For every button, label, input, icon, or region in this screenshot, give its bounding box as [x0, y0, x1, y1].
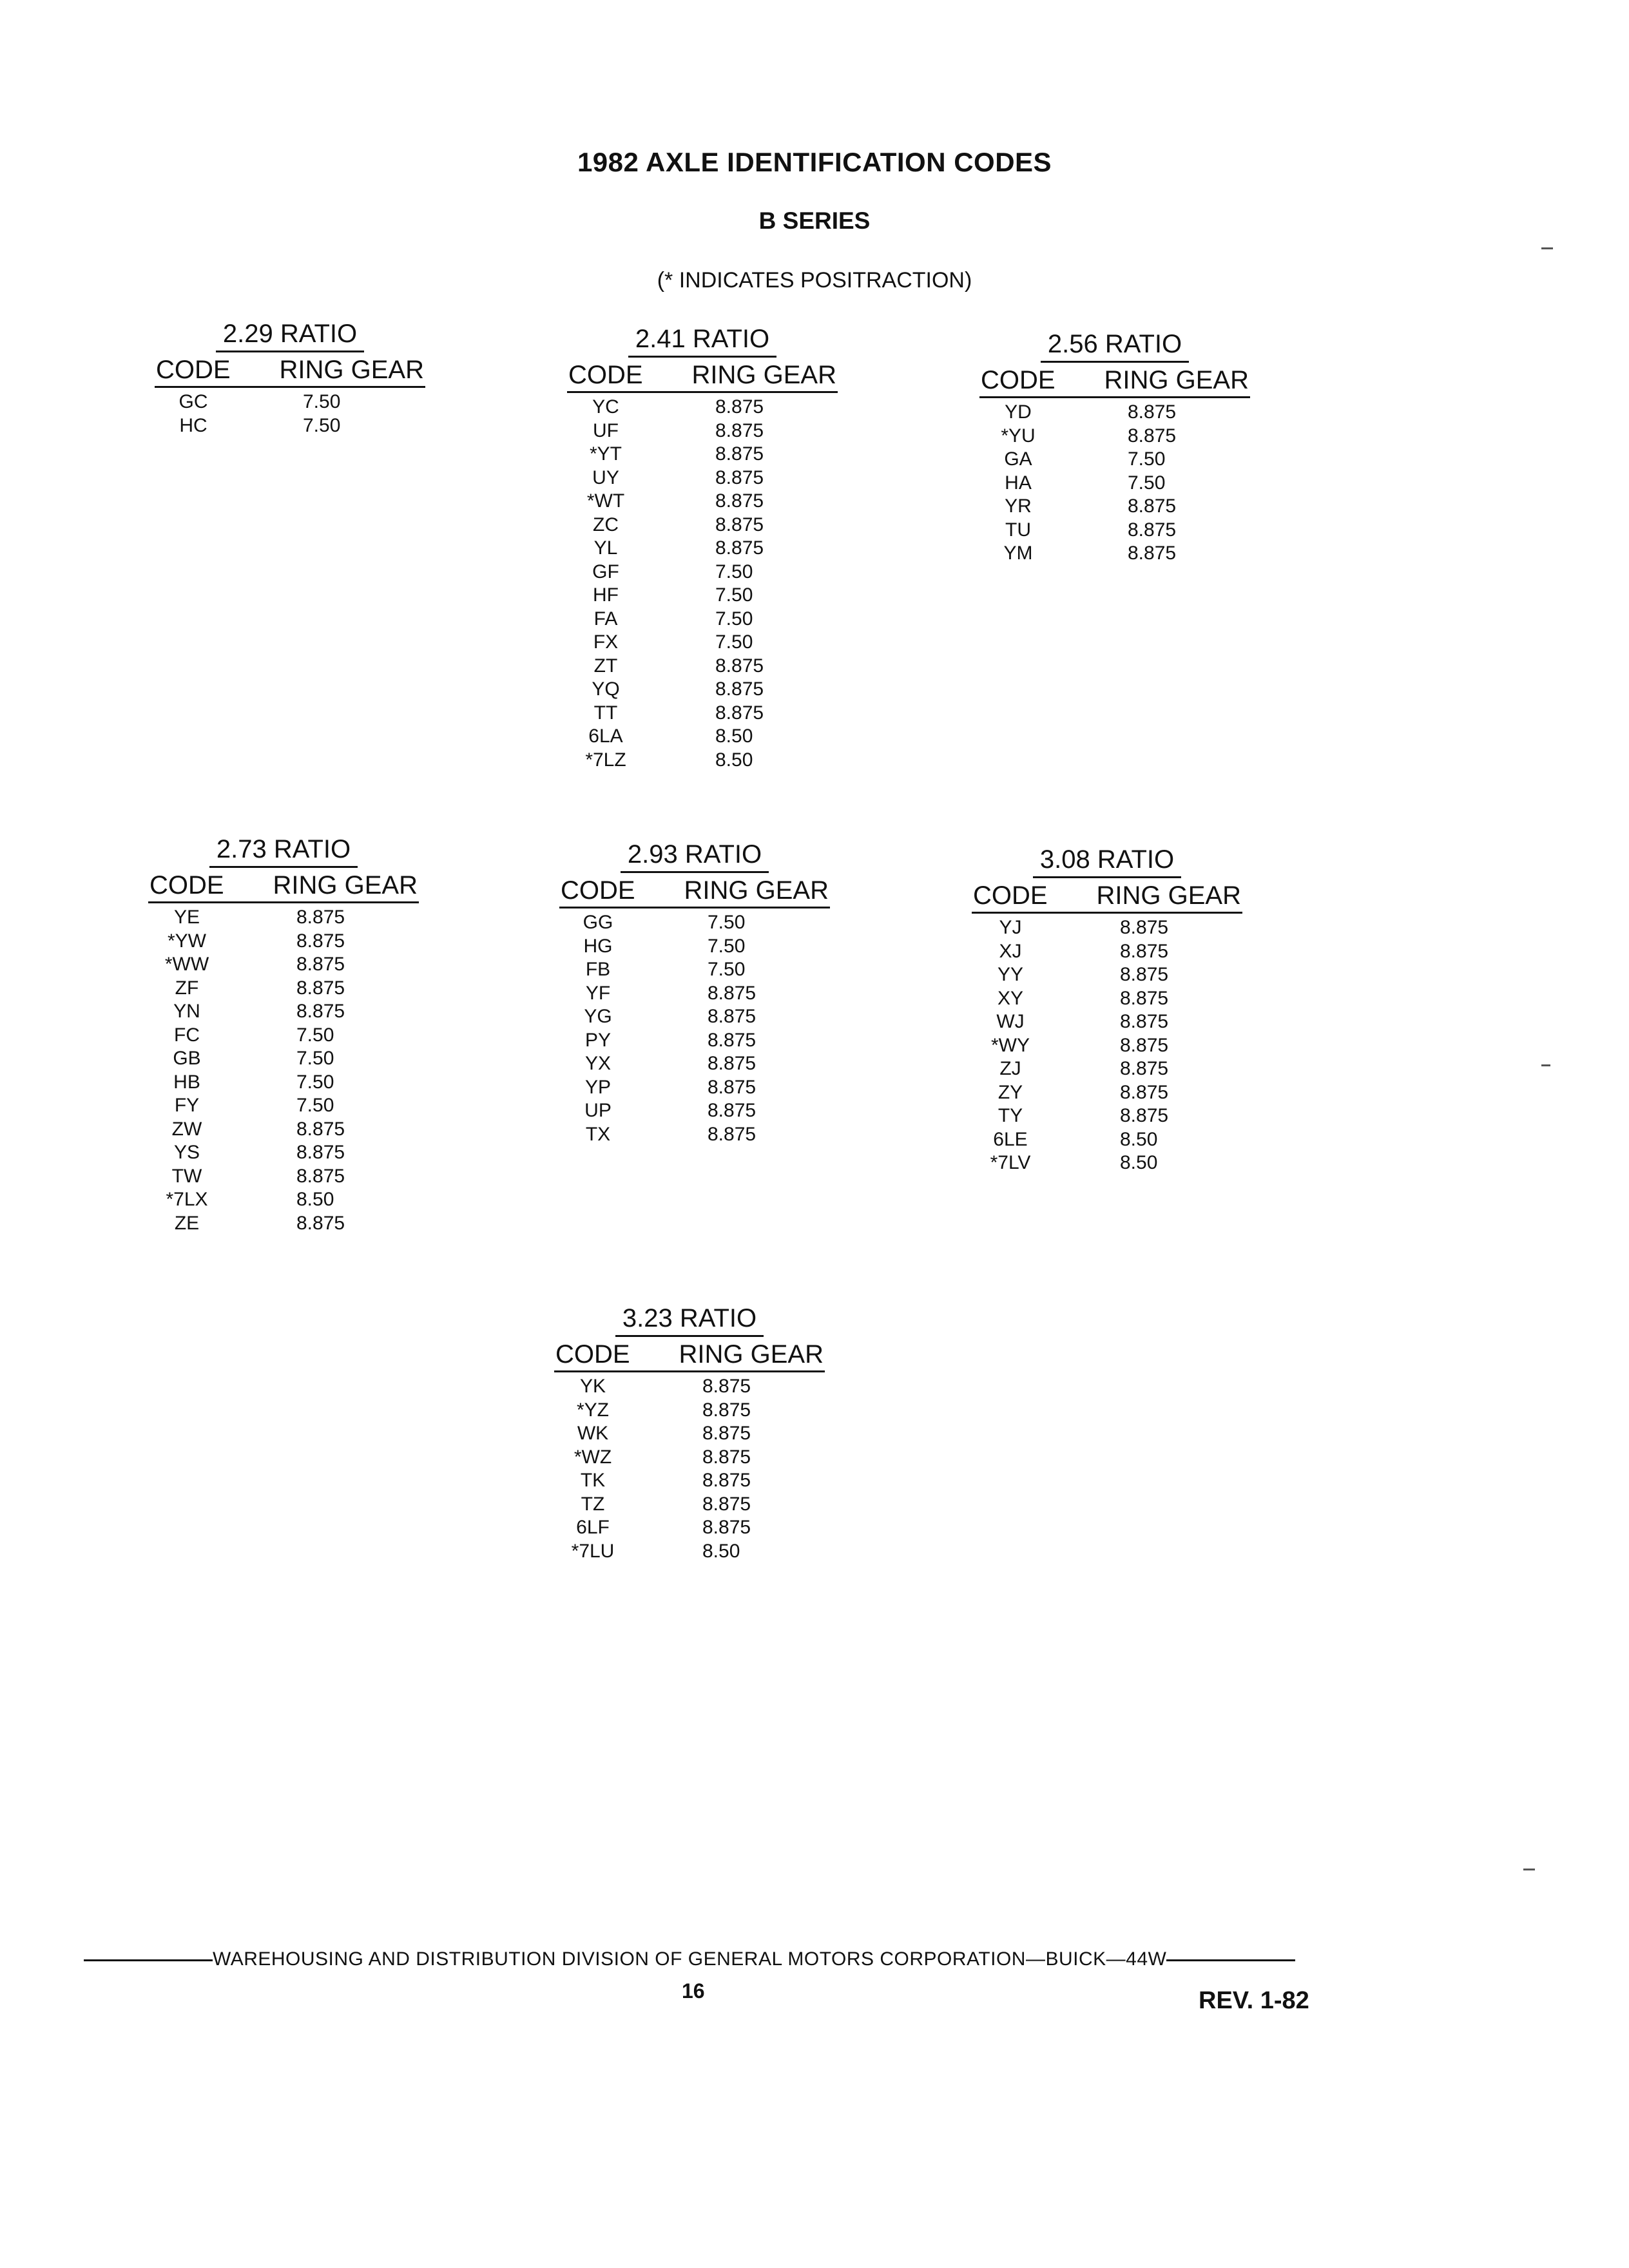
- axle-code: YE: [173, 907, 200, 928]
- table-row: [567, 396, 838, 419]
- table-row: [972, 987, 1242, 1011]
- ring-gear-size: 8.875: [1128, 543, 1177, 564]
- table-row: [979, 472, 1250, 495]
- axle-code: TZ: [581, 1493, 605, 1515]
- ring-gear-size: 8.50: [715, 749, 753, 771]
- ring-gear-size: 8.875: [296, 1001, 345, 1022]
- ring-gear-column-header: RING GEAR: [279, 356, 424, 384]
- axle-code: *7LV: [990, 1152, 1031, 1173]
- axle-code: YK: [579, 1376, 606, 1397]
- axle-code: *YU: [1001, 425, 1036, 447]
- ratio-heading: 2.56 RATIO: [1047, 330, 1182, 358]
- table-row: [559, 935, 830, 959]
- axle-code: 6LE: [993, 1128, 1028, 1150]
- code-column-header: CODE: [568, 361, 643, 389]
- ring-gear-size: 8.875: [1120, 964, 1169, 985]
- ratio-underline: [209, 866, 358, 868]
- code-list: [554, 1375, 825, 1563]
- series-title: B SERIES: [758, 207, 871, 234]
- ring-gear-size: 8.50: [702, 1540, 740, 1562]
- table-row: [155, 414, 425, 438]
- axle-code: HF: [593, 584, 619, 606]
- ring-gear-size: 8.875: [296, 907, 345, 928]
- table-row: [972, 963, 1242, 987]
- axle-code: HG: [583, 935, 613, 957]
- ring-gear-size: 8.875: [715, 490, 764, 512]
- axle-code: *YW: [168, 930, 206, 952]
- table-row: [567, 631, 838, 655]
- ring-gear-size: 8.875: [702, 1423, 751, 1444]
- column-header-row: [155, 355, 425, 385]
- table-row: [567, 725, 838, 749]
- ring-gear-size: 8.875: [702, 1446, 751, 1468]
- table-row: [567, 702, 838, 726]
- code-list: [972, 916, 1242, 1175]
- ring-gear-size: 8.875: [1128, 519, 1177, 541]
- ring-gear-column-header: RING GEAR: [691, 361, 836, 389]
- table-row: [567, 678, 838, 702]
- axle-code: YF: [585, 982, 611, 1004]
- axle-code: TK: [580, 1470, 606, 1491]
- ratio-table: [559, 839, 830, 1146]
- axle-code: GG: [583, 912, 613, 933]
- ring-gear-size: 8.875: [1120, 1034, 1169, 1056]
- ring-gear-size: 7.50: [708, 959, 746, 980]
- table-row: [559, 958, 830, 982]
- table-row: [979, 401, 1250, 425]
- axle-code: FA: [593, 608, 618, 629]
- table-row: [972, 1151, 1242, 1175]
- axle-code: *WZ: [574, 1446, 612, 1468]
- ring-gear-size: 8.875: [296, 1142, 345, 1163]
- axle-code: UP: [584, 1100, 612, 1121]
- ring-gear-size: 8.875: [1128, 425, 1177, 447]
- ratio-table: [554, 1303, 825, 1563]
- table-row: [148, 1000, 419, 1024]
- ring-gear-size: 8.875: [702, 1493, 751, 1515]
- ring-gear-column-header: RING GEAR: [684, 876, 829, 905]
- table-row: [148, 1071, 419, 1095]
- ring-gear-size: 7.50: [296, 1095, 334, 1116]
- table-row: [554, 1516, 825, 1540]
- axle-code: FX: [593, 631, 619, 653]
- header-underline: [559, 907, 830, 908]
- ring-gear-size: 8.875: [1120, 940, 1169, 962]
- positraction-note: (* INDICATES POSITRACTION): [657, 268, 972, 293]
- table-row: [567, 537, 838, 561]
- table-row: [559, 911, 830, 935]
- ratio-heading: 2.93 RATIO: [627, 840, 762, 869]
- table-row: [148, 1118, 419, 1142]
- table-row: [972, 1081, 1242, 1105]
- ratio-underline: [615, 1335, 764, 1337]
- ring-gear-size: 7.50: [296, 1071, 334, 1093]
- axle-code: FB: [585, 959, 611, 980]
- axle-code: YQ: [592, 678, 620, 700]
- table-row: [148, 1024, 419, 1048]
- header-underline: [979, 396, 1250, 398]
- ring-gear-size: 8.875: [296, 1165, 345, 1187]
- code-column-header: CODE: [561, 876, 635, 905]
- table-row: [148, 953, 419, 977]
- axle-code: YC: [592, 396, 619, 418]
- table-row: [148, 977, 419, 1001]
- table-row: [148, 1212, 419, 1236]
- axle-code: ZW: [171, 1118, 202, 1140]
- table-row: [567, 490, 838, 514]
- ring-gear-size: 7.50: [1128, 448, 1166, 470]
- table-row: [559, 1052, 830, 1076]
- table-row: [554, 1399, 825, 1423]
- header-underline: [155, 386, 425, 388]
- axle-code: TT: [593, 702, 618, 724]
- ring-gear-size: 8.875: [1128, 401, 1177, 423]
- table-row: [148, 1188, 419, 1212]
- ring-gear-size: 8.875: [708, 1100, 757, 1121]
- ring-gear-size: 8.875: [708, 1053, 757, 1074]
- code-list: [559, 911, 830, 1146]
- table-row: [148, 906, 419, 930]
- axle-code: ZJ: [999, 1058, 1021, 1079]
- table-row: [979, 448, 1250, 472]
- axle-code: YG: [584, 1006, 612, 1027]
- ring-gear-size: 8.875: [708, 1123, 757, 1145]
- footer-line: [84, 1948, 1295, 1970]
- ring-gear-size: 8.875: [715, 466, 764, 488]
- axle-code: TX: [585, 1123, 611, 1145]
- table-row: [979, 519, 1250, 543]
- ratio-underline: [1033, 876, 1181, 878]
- table-row: [148, 1165, 419, 1189]
- table-row: [559, 1099, 830, 1123]
- table-row: [554, 1375, 825, 1399]
- table-row: [567, 419, 838, 443]
- ratio-heading: 2.73 RATIO: [216, 835, 351, 863]
- axle-code: FC: [174, 1024, 200, 1046]
- axle-code: ZC: [593, 514, 619, 535]
- axle-code: ZE: [174, 1212, 200, 1234]
- column-header-row: [972, 881, 1242, 910]
- axle-code: YN: [173, 1001, 200, 1022]
- ring-gear-size: 8.875: [708, 982, 757, 1004]
- column-header-row: [567, 360, 838, 390]
- table-row: [567, 655, 838, 678]
- ring-gear-size: 7.50: [303, 414, 341, 436]
- ring-gear-size: 8.875: [702, 1376, 751, 1397]
- axle-code: *YT: [589, 443, 622, 465]
- axle-code: *7LU: [571, 1540, 615, 1562]
- ring-gear-size: 8.875: [702, 1399, 751, 1421]
- axle-code: ZT: [593, 655, 618, 677]
- table-row: [972, 940, 1242, 964]
- ring-gear-size: 7.50: [296, 1048, 334, 1069]
- code-column-header: CODE: [156, 356, 231, 384]
- ratio-underline: [628, 356, 776, 358]
- revision-label: REV. 1-82: [1199, 1987, 1309, 2014]
- table-row: [559, 1123, 830, 1147]
- ring-gear-size: 8.50: [1120, 1152, 1158, 1173]
- table-row: [972, 1104, 1242, 1128]
- table-row: [567, 514, 838, 537]
- code-column-header: CODE: [981, 366, 1055, 394]
- table-row: [979, 425, 1250, 448]
- table-row: [148, 930, 419, 954]
- table-row: [979, 495, 1250, 519]
- axle-code: TU: [1005, 519, 1031, 541]
- ring-gear-size: 8.875: [715, 655, 764, 677]
- ring-gear-size: 8.50: [1120, 1128, 1158, 1150]
- footer-rule-left: [84, 1959, 213, 1961]
- table-row: [559, 1029, 830, 1053]
- axle-code: YM: [1003, 543, 1033, 564]
- ring-gear-size: 8.875: [296, 977, 345, 999]
- ratio-table: [567, 323, 838, 772]
- table-row: [567, 749, 838, 773]
- ring-gear-size: 8.875: [1120, 1058, 1169, 1079]
- ratio-table: [972, 844, 1242, 1175]
- table-row: [559, 982, 830, 1006]
- ring-gear-size: 8.875: [1120, 987, 1169, 1009]
- axle-code: HC: [179, 414, 207, 436]
- ring-gear-size: 8.875: [1120, 1011, 1169, 1032]
- ratio-heading: 3.23 RATIO: [622, 1304, 757, 1332]
- ring-gear-size: 8.50: [296, 1189, 334, 1210]
- ring-gear-size: 8.875: [296, 930, 345, 952]
- ring-gear-column-header: RING GEAR: [273, 871, 418, 899]
- footer-rule-right: [1166, 1959, 1295, 1961]
- ring-gear-size: 7.50: [708, 912, 746, 933]
- scan-speck: [1523, 1869, 1535, 1870]
- axle-code: GA: [1004, 448, 1032, 470]
- axle-code: PY: [584, 1029, 612, 1051]
- axle-code: YJ: [999, 917, 1022, 938]
- axle-code: *WT: [586, 490, 625, 512]
- axle-code: 6LF: [576, 1517, 610, 1538]
- table-row: [972, 1128, 1242, 1152]
- ring-gear-size: 8.875: [1120, 1081, 1169, 1103]
- axle-code: HB: [173, 1071, 200, 1093]
- table-row: [972, 1010, 1242, 1034]
- ring-gear-size: 7.50: [303, 391, 341, 412]
- column-header-row: [148, 870, 419, 900]
- table-row: [567, 561, 838, 584]
- axle-code: TW: [171, 1165, 202, 1187]
- axle-code: YS: [173, 1142, 200, 1163]
- axle-code: *YZ: [576, 1399, 609, 1421]
- ratio-table: [979, 329, 1250, 566]
- table-row: [559, 1076, 830, 1100]
- axle-code: XY: [997, 987, 1024, 1009]
- axle-code: YR: [1005, 495, 1032, 517]
- header-underline: [554, 1370, 825, 1372]
- table-row: [567, 466, 838, 490]
- table-row: [554, 1540, 825, 1564]
- ratio-table: [155, 318, 425, 437]
- ring-gear-size: 8.875: [1120, 917, 1169, 938]
- ratio-heading: 2.29 RATIO: [222, 320, 358, 348]
- table-row: [148, 1141, 419, 1165]
- axle-code: XJ: [999, 940, 1022, 962]
- code-column-header: CODE: [149, 871, 224, 899]
- column-header-row: [554, 1340, 825, 1369]
- ring-gear-column-header: RING GEAR: [1104, 366, 1249, 394]
- table-row: [559, 1005, 830, 1029]
- ring-gear-size: 8.875: [708, 1076, 757, 1098]
- header-underline: [567, 391, 838, 393]
- code-list: [155, 390, 425, 437]
- axle-code: *WW: [164, 954, 209, 975]
- ring-gear-size: 8.875: [702, 1517, 751, 1538]
- axle-code: UY: [592, 466, 619, 488]
- ratio-table: [148, 834, 419, 1235]
- ring-gear-column-header: RING GEAR: [1096, 881, 1241, 910]
- ring-gear-size: 8.875: [296, 954, 345, 975]
- ring-gear-size: 7.50: [708, 935, 746, 957]
- axle-code: UF: [593, 419, 619, 441]
- ratio-underline: [216, 351, 364, 352]
- table-row: [979, 542, 1250, 566]
- ring-gear-size: 8.50: [715, 726, 753, 747]
- ratio-heading: 2.41 RATIO: [635, 325, 770, 353]
- ring-gear-size: 8.875: [702, 1470, 751, 1491]
- code-list: [979, 401, 1250, 566]
- ring-gear-size: 7.50: [1128, 472, 1166, 494]
- code-list: [567, 396, 838, 772]
- axle-code: YL: [593, 537, 618, 559]
- header-underline: [148, 901, 419, 903]
- axle-code: 6LA: [588, 726, 623, 747]
- ring-gear-size: 8.875: [296, 1212, 345, 1234]
- table-row: [972, 1057, 1242, 1081]
- ring-gear-size: 7.50: [715, 561, 753, 582]
- ring-gear-size: 8.875: [708, 1029, 757, 1051]
- axle-code: *7LZ: [585, 749, 626, 771]
- ring-gear-size: 8.875: [1128, 495, 1177, 517]
- axle-code: YY: [997, 964, 1024, 985]
- axle-code: FY: [174, 1095, 200, 1116]
- table-row: [567, 608, 838, 631]
- ring-gear-size: 8.875: [296, 1118, 345, 1140]
- footer-division: WAREHOUSING AND DISTRIBUTION DIVISION OF GENERAL MOTORS CORPORATION—BUICK—44W: [213, 1948, 1167, 1970]
- column-header-row: [559, 876, 830, 905]
- page-title: 1982 AXLE IDENTIFICATION CODES: [577, 147, 1052, 177]
- ring-gear-size: 8.875: [715, 537, 764, 559]
- header-underline: [972, 912, 1242, 914]
- ring-gear-size: 7.50: [296, 1024, 334, 1046]
- ring-gear-size: 8.875: [708, 1006, 757, 1027]
- ring-gear-size: 7.50: [715, 631, 753, 653]
- ratio-underline: [1041, 361, 1189, 363]
- table-row: [155, 390, 425, 414]
- axle-code: YP: [584, 1076, 612, 1098]
- ring-gear-size: 8.875: [715, 514, 764, 535]
- axle-code: YX: [584, 1053, 612, 1074]
- table-row: [148, 1047, 419, 1071]
- table-row: [554, 1422, 825, 1446]
- axle-code: YD: [1005, 401, 1032, 423]
- ring-gear-size: 8.875: [715, 702, 764, 724]
- code-list: [148, 906, 419, 1235]
- table-row: [148, 1094, 419, 1118]
- ring-gear-size: 8.875: [715, 419, 764, 441]
- axle-code: HA: [1005, 472, 1032, 494]
- table-row: [554, 1446, 825, 1470]
- ring-gear-size: 7.50: [715, 608, 753, 629]
- table-row: [567, 584, 838, 608]
- axle-code: WJ: [996, 1011, 1025, 1032]
- ring-gear-column-header: RING GEAR: [679, 1340, 824, 1369]
- ring-gear-size: 8.875: [715, 443, 764, 465]
- scan-speck: [1541, 1064, 1550, 1066]
- axle-code: *WY: [991, 1034, 1030, 1056]
- axle-code: GB: [173, 1048, 201, 1069]
- axle-code: *7LX: [166, 1189, 208, 1210]
- axle-code: GC: [178, 391, 208, 412]
- axle-code: ZY: [998, 1081, 1023, 1103]
- column-header-row: [979, 365, 1250, 395]
- table-row: [567, 443, 838, 466]
- ratio-underline: [621, 871, 769, 873]
- ring-gear-size: 7.50: [715, 584, 753, 606]
- code-column-header: CODE: [973, 881, 1048, 910]
- ring-gear-size: 8.875: [715, 678, 764, 700]
- scan-speck: [1541, 247, 1553, 249]
- axle-code: WK: [577, 1423, 609, 1444]
- ring-gear-size: 8.875: [1120, 1105, 1169, 1126]
- table-row: [972, 916, 1242, 940]
- axle-code: GF: [592, 561, 619, 582]
- table-row: [554, 1493, 825, 1517]
- ring-gear-size: 8.875: [715, 396, 764, 418]
- table-row: [554, 1469, 825, 1493]
- ratio-heading: 3.08 RATIO: [1039, 845, 1175, 874]
- table-row: [972, 1034, 1242, 1058]
- axle-code: TY: [998, 1105, 1023, 1126]
- code-column-header: CODE: [555, 1340, 630, 1369]
- axle-code: ZF: [175, 977, 199, 999]
- page-number: 16: [682, 1979, 705, 2003]
